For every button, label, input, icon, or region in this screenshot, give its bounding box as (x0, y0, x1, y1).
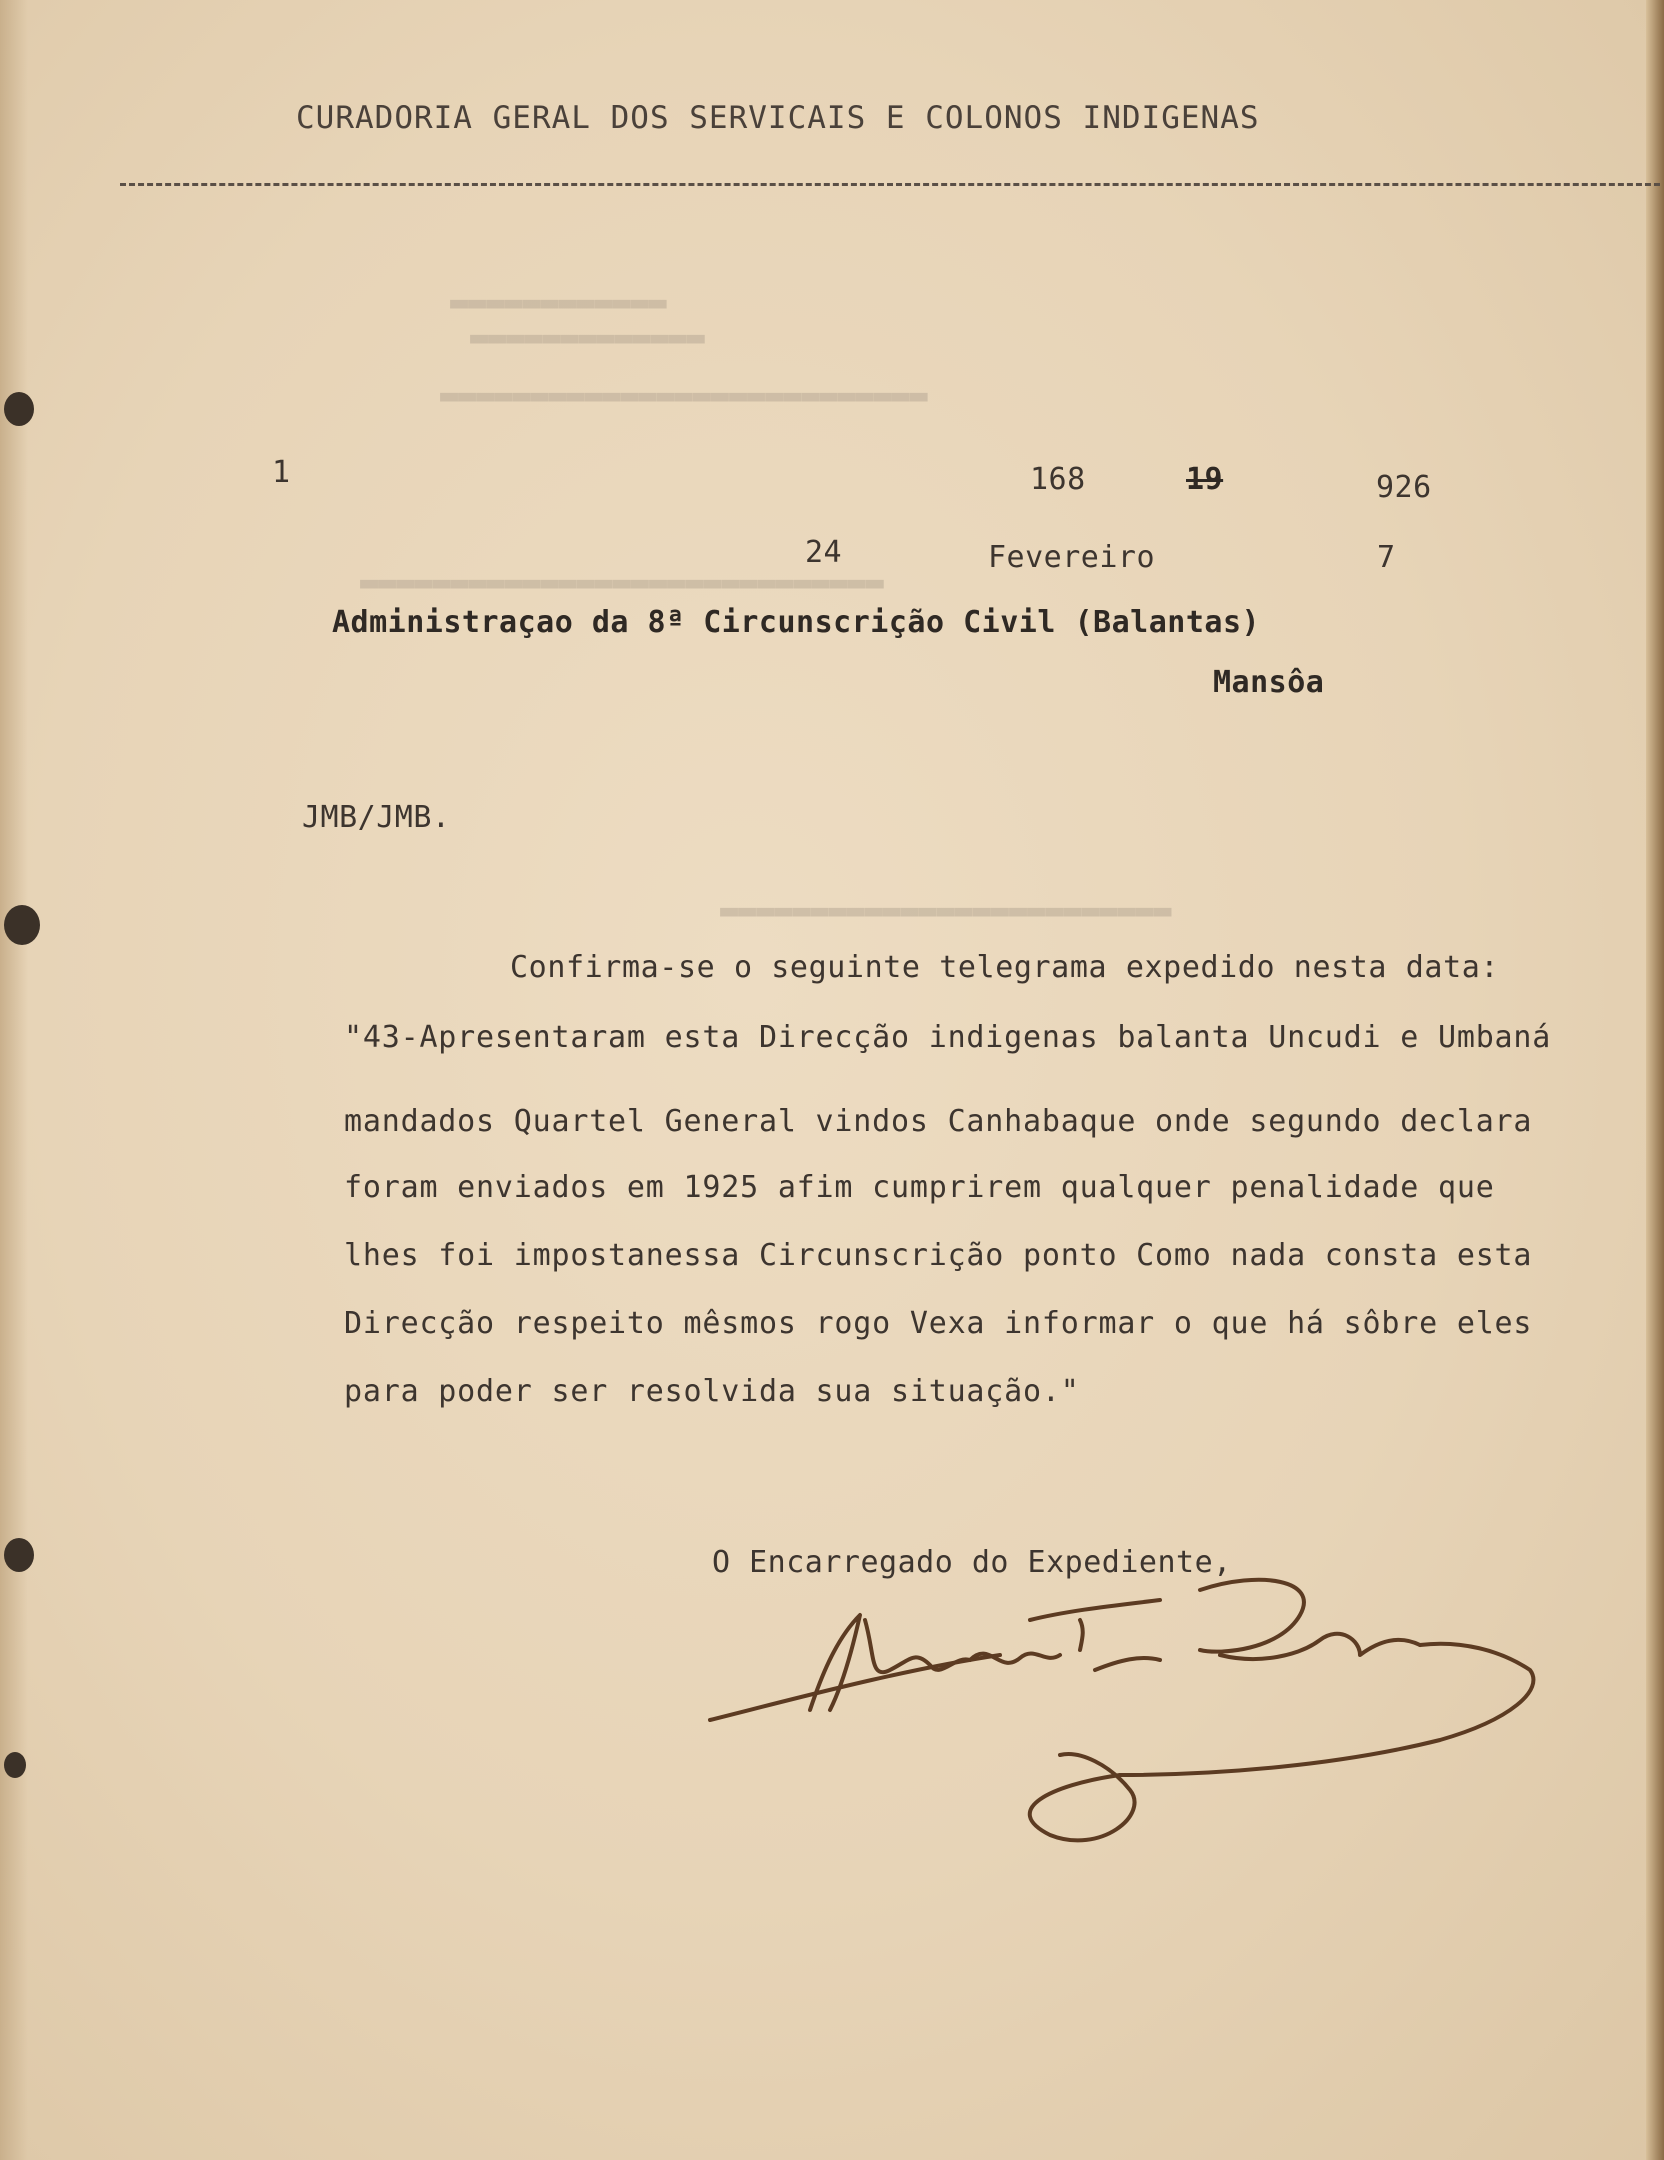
handwritten-signature (700, 1560, 1560, 1860)
body-line: Direcção respeito mêsmos rogo Vexa informar o que há sôbre eles (344, 1306, 1533, 1341)
bleed-through-mark: ▬▬▬▬▬▬▬▬▬▬▬▬ (450, 285, 667, 320)
body-line: para poder ser resolvida sua situação." (344, 1374, 1080, 1409)
punch-hole (4, 1752, 26, 1778)
reference-initials: JMB/JMB. (302, 800, 451, 835)
bleed-through-mark: ▬▬▬▬▬▬▬▬▬▬▬▬▬ (470, 320, 705, 355)
paper-left-edge (0, 0, 28, 2160)
paper-right-edge (1646, 0, 1664, 2160)
body-line: lhes foi impostanessa Circunscrição ponto Como nada consta esta (344, 1238, 1533, 1273)
punch-hole (4, 905, 40, 945)
heading-divider (120, 183, 1660, 186)
reference-year: 926 (1376, 470, 1432, 505)
bleed-through-mark: ▬▬▬▬▬▬▬▬▬▬▬▬▬▬▬▬▬▬▬▬▬▬▬▬▬ (720, 893, 1172, 928)
body-line: mandados Quartel General vindos Canhabaque onde segundo declara (344, 1104, 1533, 1139)
addressee-place: Mansôa (1213, 665, 1325, 700)
body-line: "43-Apresentaram esta Direcção indigenas balanta Uncudi e Umbaná (344, 1020, 1552, 1055)
punch-hole (4, 392, 34, 426)
bleed-through-mark: ▬▬▬▬▬▬▬▬▬▬▬▬▬▬▬▬▬▬▬▬▬▬▬▬▬▬▬▬▬ (360, 565, 884, 600)
date-year-digit: 7 (1377, 540, 1396, 575)
closing-signoff: O Encarregado do Expediente, (712, 1545, 1232, 1580)
reference-number: 168 (1030, 462, 1086, 497)
body-intro: Confirma-se o seguinte telegrama expedido nesta data: (510, 950, 1500, 985)
bleed-through-mark: ▬▬▬▬▬▬▬▬▬▬▬▬▬▬▬▬▬▬▬▬▬▬▬▬▬▬▬ (440, 378, 928, 413)
date-month: Fevereiro (988, 540, 1156, 575)
struck-day: 19 (1186, 462, 1224, 497)
punch-hole (4, 1538, 34, 1572)
page-number: 1 (272, 455, 291, 490)
body-line: foram enviados em 1925 afim cumprirem qualquer penalidade que (344, 1170, 1495, 1205)
date-day: 24 (805, 535, 843, 570)
document-heading: CURADORIA GERAL DOS SERVICAIS E COLONOS INDIGENAS (296, 100, 1260, 136)
addressee-line: Administraçao da 8ª Circunscrição Civil (Balantas) (332, 605, 1261, 640)
